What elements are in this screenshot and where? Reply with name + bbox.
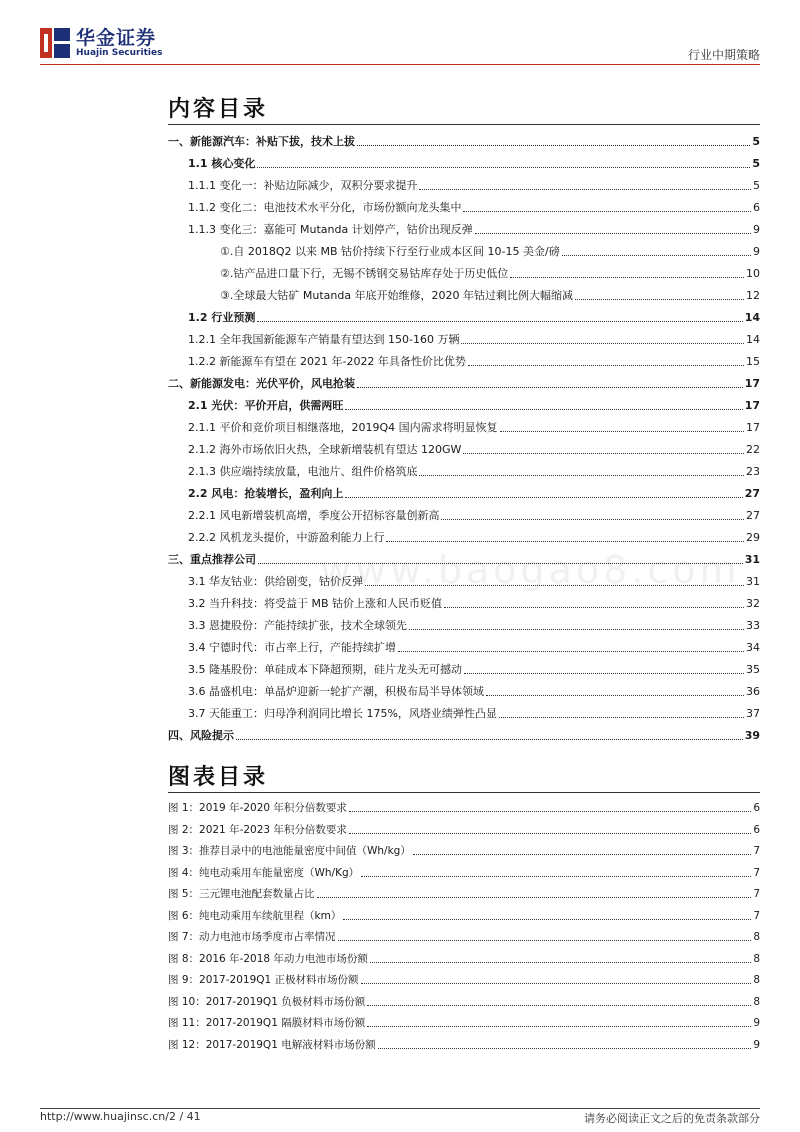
toc-entry-page: 5: [753, 179, 760, 192]
figure-entry-page: 6: [753, 802, 760, 814]
figure-entry-page: 8: [753, 974, 760, 986]
figure-entry-page: 7: [753, 866, 760, 879]
figure-entry[interactable]: [168, 970, 760, 988]
toc-entry[interactable]: [188, 198, 760, 216]
figure-entry[interactable]: [168, 992, 760, 1010]
toc-entry[interactable]: [188, 176, 760, 194]
toc-entry[interactable]: [188, 330, 760, 348]
toc-entry[interactable]: [188, 220, 760, 238]
toc-entry-page: 5: [752, 157, 760, 170]
figure-entry-label: 图 8：2016 年-2018 年动力电池市场份额: [168, 952, 368, 965]
toc-leader-dots: [575, 299, 744, 300]
toc-entry-page: 17: [744, 377, 760, 390]
toc-entry-page: 22: [746, 443, 760, 456]
toc-entry-page: 9: [753, 223, 760, 236]
toc-entry[interactable]: [188, 396, 760, 414]
toc-entry-page: 14: [744, 311, 760, 324]
figure-entry-label: 图 11：2017-2019Q1 隔膜材料市场份额: [168, 1017, 366, 1029]
figure-entry-page: 7: [753, 909, 760, 922]
toc-entry-page: 10: [746, 267, 760, 280]
figure-entry[interactable]: [168, 841, 760, 859]
toc-entry-label: 2.1.1 平价和竞价项目相继落地，2019Q4 国内需求将明显恢复: [188, 421, 498, 434]
toc-entry-label: ③.全球最大钴矿 Mutanda 年底开始维修，2020 年钴过剩比例大幅缩减: [220, 289, 574, 302]
figure-entry-label: 图 10：2017-2019Q1 负极材料市场份额: [168, 995, 366, 1008]
company-logo: [40, 28, 162, 58]
figure-entry-page: 8: [753, 931, 760, 943]
toc-entry-label: 1.2.1 全年我国新能源车产销量有望达到 150-160 万辆: [188, 333, 460, 346]
figure-entry[interactable]: [168, 884, 760, 902]
toc-entry[interactable]: [188, 308, 760, 326]
figure-leader-dots: [349, 833, 751, 834]
toc-entry[interactable]: [188, 660, 760, 678]
figure-entry-page: 7: [753, 888, 760, 900]
figure-leader-dots: [378, 1048, 752, 1049]
toc-entry-label: 2.1.3 供应端持续放量，电池片、组件价格筑底: [188, 465, 418, 478]
toc-entry-label: 3.3 恩捷股份：产能持续扩张，技术全球领先: [188, 619, 407, 632]
toc-leader-dots: [562, 255, 751, 256]
toc-entry-label: 1.2 行业预测: [188, 311, 256, 324]
figure-entry-page: 9: [753, 1017, 760, 1029]
toc-entry-label: ②.钴产品进口量下行，无锡不锈钢交易钴库存处于历史低位: [220, 267, 509, 280]
toc-leader-dots: [463, 453, 744, 454]
toc-entry[interactable]: [188, 440, 760, 458]
figure-entry-label: 图 4：纯电动乘用车能量密度（Wh/Kg）: [168, 866, 360, 879]
figures-title: 图表目录: [168, 765, 269, 790]
toc-entry[interactable]: [188, 638, 760, 656]
footer-divider: [40, 1108, 760, 1109]
toc-entry-label: 3.2 当升科技：将受益于 MB 钴价上涨和人民币贬值: [188, 597, 443, 610]
toc-leader-dots: [499, 717, 744, 718]
toc-leader-dots: [357, 387, 743, 388]
figure-entry[interactable]: [168, 949, 760, 967]
toc-leader-dots: [257, 167, 750, 168]
toc-entry-label: 3.6 晶盛机电：单晶炉迎新一轮扩产潮，积极布局半导体领域: [188, 685, 484, 698]
toc-entry-label: 3.1 华友钴业：供给剧变，钴价反弹: [188, 575, 363, 588]
toc-entry-label: 四、风险提示: [168, 729, 234, 742]
toc-entry-label: 1.1 核心变化: [188, 157, 256, 170]
toc-entry-page: 32: [746, 597, 760, 610]
huajin-logo-icon: [40, 28, 70, 58]
logo-chinese-name: 华金证券: [76, 27, 157, 49]
figure-entry-label: 图 12：2017-2019Q1 电解液材料市场份额: [168, 1038, 376, 1051]
toc-entry-label: 一、新能源汽车：补贴下拔，技术上拔: [168, 135, 355, 148]
toc-leader-dots: [441, 519, 744, 520]
figure-leader-dots: [317, 897, 752, 898]
toc-entry-page: 39: [744, 729, 760, 742]
toc-entry-label: ①.自 2018Q2 以来 MB 钴价持续下行至行业成本区间 10-15 美金/磅: [220, 245, 560, 258]
toc-entry-label: 3.5 隆基股份：单硅成本下降超预期，硅片龙头无可撼动: [188, 663, 462, 676]
figure-entry-label: 图 7：动力电池市场季度市占率情况: [168, 931, 336, 943]
figure-entry-label: 图 3：推荐目录中的电池能量密度中间值（Wh/kg）: [168, 845, 411, 857]
toc-entry[interactable]: [188, 616, 760, 634]
figure-entry-page: 8: [753, 995, 760, 1008]
toc-leader-dots: [486, 695, 744, 696]
toc-entry[interactable]: [188, 528, 760, 546]
toc-entry-page: 35: [746, 663, 760, 676]
toc-entry-page: 31: [744, 553, 760, 566]
toc-entry-page: 31: [746, 575, 760, 588]
header-divider: [40, 64, 760, 65]
toc-entry[interactable]: [168, 132, 760, 150]
toc-entry-page: 34: [746, 641, 760, 654]
toc-entry-page: 23: [746, 465, 760, 478]
toc-entry[interactable]: [168, 374, 760, 392]
toc-entry[interactable]: [188, 572, 760, 590]
toc-entry[interactable]: [188, 506, 760, 524]
toc-leader-dots: [419, 189, 751, 190]
toc-entry-page: 17: [746, 421, 760, 434]
toc-entry-label: 2.2 风电：抢装增长，盈利向上: [188, 487, 344, 500]
figure-entry-page: 8: [753, 952, 760, 965]
toc-leader-dots: [345, 409, 742, 410]
figure-leader-dots: [361, 983, 752, 984]
toc-entry[interactable]: [188, 704, 760, 722]
toc-entry-label: 2.2.1 风电新增装机高增，季度公开招标容量创新高: [188, 509, 440, 522]
toc-leader-dots: [475, 233, 751, 234]
figure-entry-page: 7: [753, 845, 760, 857]
toc-leader-dots: [258, 563, 743, 564]
toc-entry-label: 1.1.2 变化二：电池技术水平分化，市场份额向龙头集中: [188, 201, 462, 214]
toc-entry-label: 二、新能源发电：光伏平价，风电抢装: [168, 377, 355, 390]
figure-entry[interactable]: [168, 1013, 760, 1031]
figure-entry-label: 图 6：纯电动乘用车续航里程（km）: [168, 909, 342, 922]
toc-entry-label: 2.1.2 海外市场依旧火热，全球新增装机有望达 120GW: [188, 443, 462, 456]
figure-entry-label: 图 1：2019 年-2020 年积分倍数要求: [168, 802, 347, 814]
toc-entry[interactable]: [220, 264, 760, 282]
figure-entry-page: 6: [753, 823, 760, 836]
toc-leader-dots: [398, 651, 744, 652]
figure-entry[interactable]: [168, 863, 760, 881]
toc-title-divider: [168, 124, 760, 125]
toc-leader-dots: [357, 145, 750, 146]
toc-entry-page: 29: [746, 531, 760, 544]
toc-leader-dots: [510, 277, 744, 278]
toc-leader-dots: [365, 585, 744, 586]
toc-leader-dots: [419, 475, 744, 476]
figure-entry[interactable]: [168, 820, 760, 838]
toc-leader-dots: [461, 343, 744, 344]
figure-leader-dots: [349, 811, 751, 812]
toc-entry-label: 1.2.2 新能源车有望在 2021 年-2022 年具备性价比优势: [188, 355, 466, 368]
toc-entry-label: 1.1.3 变化三：嘉能可 Mutanda 计划停产，钴价出现反弹: [188, 223, 473, 236]
figure-leader-dots: [338, 940, 752, 941]
toc-entry-page: 5: [752, 135, 760, 148]
toc-entry-page: 17: [744, 399, 760, 412]
toc-entry[interactable]: [220, 242, 760, 260]
toc-leader-dots: [386, 541, 744, 542]
toc-entry[interactable]: [168, 550, 760, 568]
toc-entry-page: 36: [746, 685, 760, 698]
watermark: www.baogao8.com: [320, 548, 741, 592]
figure-leader-dots: [370, 962, 751, 963]
toc-leader-dots: [345, 497, 742, 498]
toc-leader-dots: [409, 629, 744, 630]
figure-entry-label: 图 2：2021 年-2023 年积分倍数要求: [168, 823, 347, 836]
toc-entry[interactable]: [188, 682, 760, 700]
toc-entry-page: 15: [746, 355, 760, 368]
figure-entry[interactable]: [168, 1035, 760, 1053]
toc-entry-page: 27: [744, 487, 760, 500]
figures-title-divider: [168, 792, 760, 793]
toc-entry-page: 14: [746, 333, 760, 346]
toc-entry[interactable]: [188, 154, 760, 172]
toc-leader-dots: [468, 365, 744, 366]
toc-leader-dots: [464, 673, 744, 674]
figure-entry-label: 图 9：2017-2019Q1 正极材料市场份额: [168, 974, 359, 986]
toc-title: 内容目录: [168, 97, 269, 122]
toc-entry-label: 2.1 光伏：平价开启，供需两旺: [188, 399, 344, 412]
figure-entry-label: 图 5：三元锂电池配套数量占比: [168, 888, 315, 900]
page-header: [40, 0, 760, 70]
toc-entry-label: 3.4 宁德时代：市占率上行，产能持续扩增: [188, 641, 396, 654]
toc-entry-label: 三、重点推荐公司: [168, 553, 256, 566]
toc-entry-page: 33: [746, 619, 760, 632]
toc-entry[interactable]: [220, 286, 760, 304]
toc-entry-label: 2.2.2 风机龙头提价，中游盈利能力上行: [188, 531, 385, 544]
figure-leader-dots: [367, 1026, 751, 1027]
toc-entry[interactable]: [168, 726, 760, 744]
figure-entry[interactable]: [168, 798, 760, 816]
figure-leader-dots: [367, 1005, 751, 1006]
toc-leader-dots: [463, 211, 751, 212]
toc-entry[interactable]: [188, 352, 760, 370]
figure-entry[interactable]: [168, 906, 760, 924]
toc-leader-dots: [444, 607, 744, 608]
toc-entry-label: 1.1.1 变化一：补贴边际减少，双积分要求提升: [188, 179, 418, 192]
figure-entry[interactable]: [168, 927, 760, 945]
toc-entry-page: 12: [746, 289, 760, 302]
logo-english-name: Huajin Securities: [76, 48, 163, 58]
footer-url[interactable]: http://www.huajinsc.cn/2 / 41: [40, 1110, 201, 1123]
figure-entry-page: 9: [753, 1038, 760, 1051]
toc-entry[interactable]: [188, 418, 760, 436]
toc-entry-page: 37: [746, 707, 760, 720]
footer-disclaimer: 请务必阅读正文之后的免责条款部分: [584, 1112, 760, 1125]
toc-entry-page: 6: [753, 201, 760, 214]
toc-entry-page: 9: [753, 245, 760, 258]
toc-leader-dots: [257, 321, 742, 322]
toc-entry[interactable]: [188, 594, 760, 612]
figure-leader-dots: [413, 854, 751, 855]
toc-entry[interactable]: [188, 462, 760, 480]
toc-leader-dots: [500, 431, 744, 432]
toc-entry-label: 3.7 天能重工：归母净利润同比增长 175%，风塔业绩弹性凸显: [188, 707, 497, 720]
figure-leader-dots: [361, 876, 751, 877]
report-type: 行业中期策略: [687, 48, 760, 62]
figure-leader-dots: [343, 919, 751, 920]
toc-leader-dots: [236, 739, 743, 740]
toc-entry-page: 27: [746, 509, 760, 522]
toc-entry[interactable]: [188, 484, 760, 502]
